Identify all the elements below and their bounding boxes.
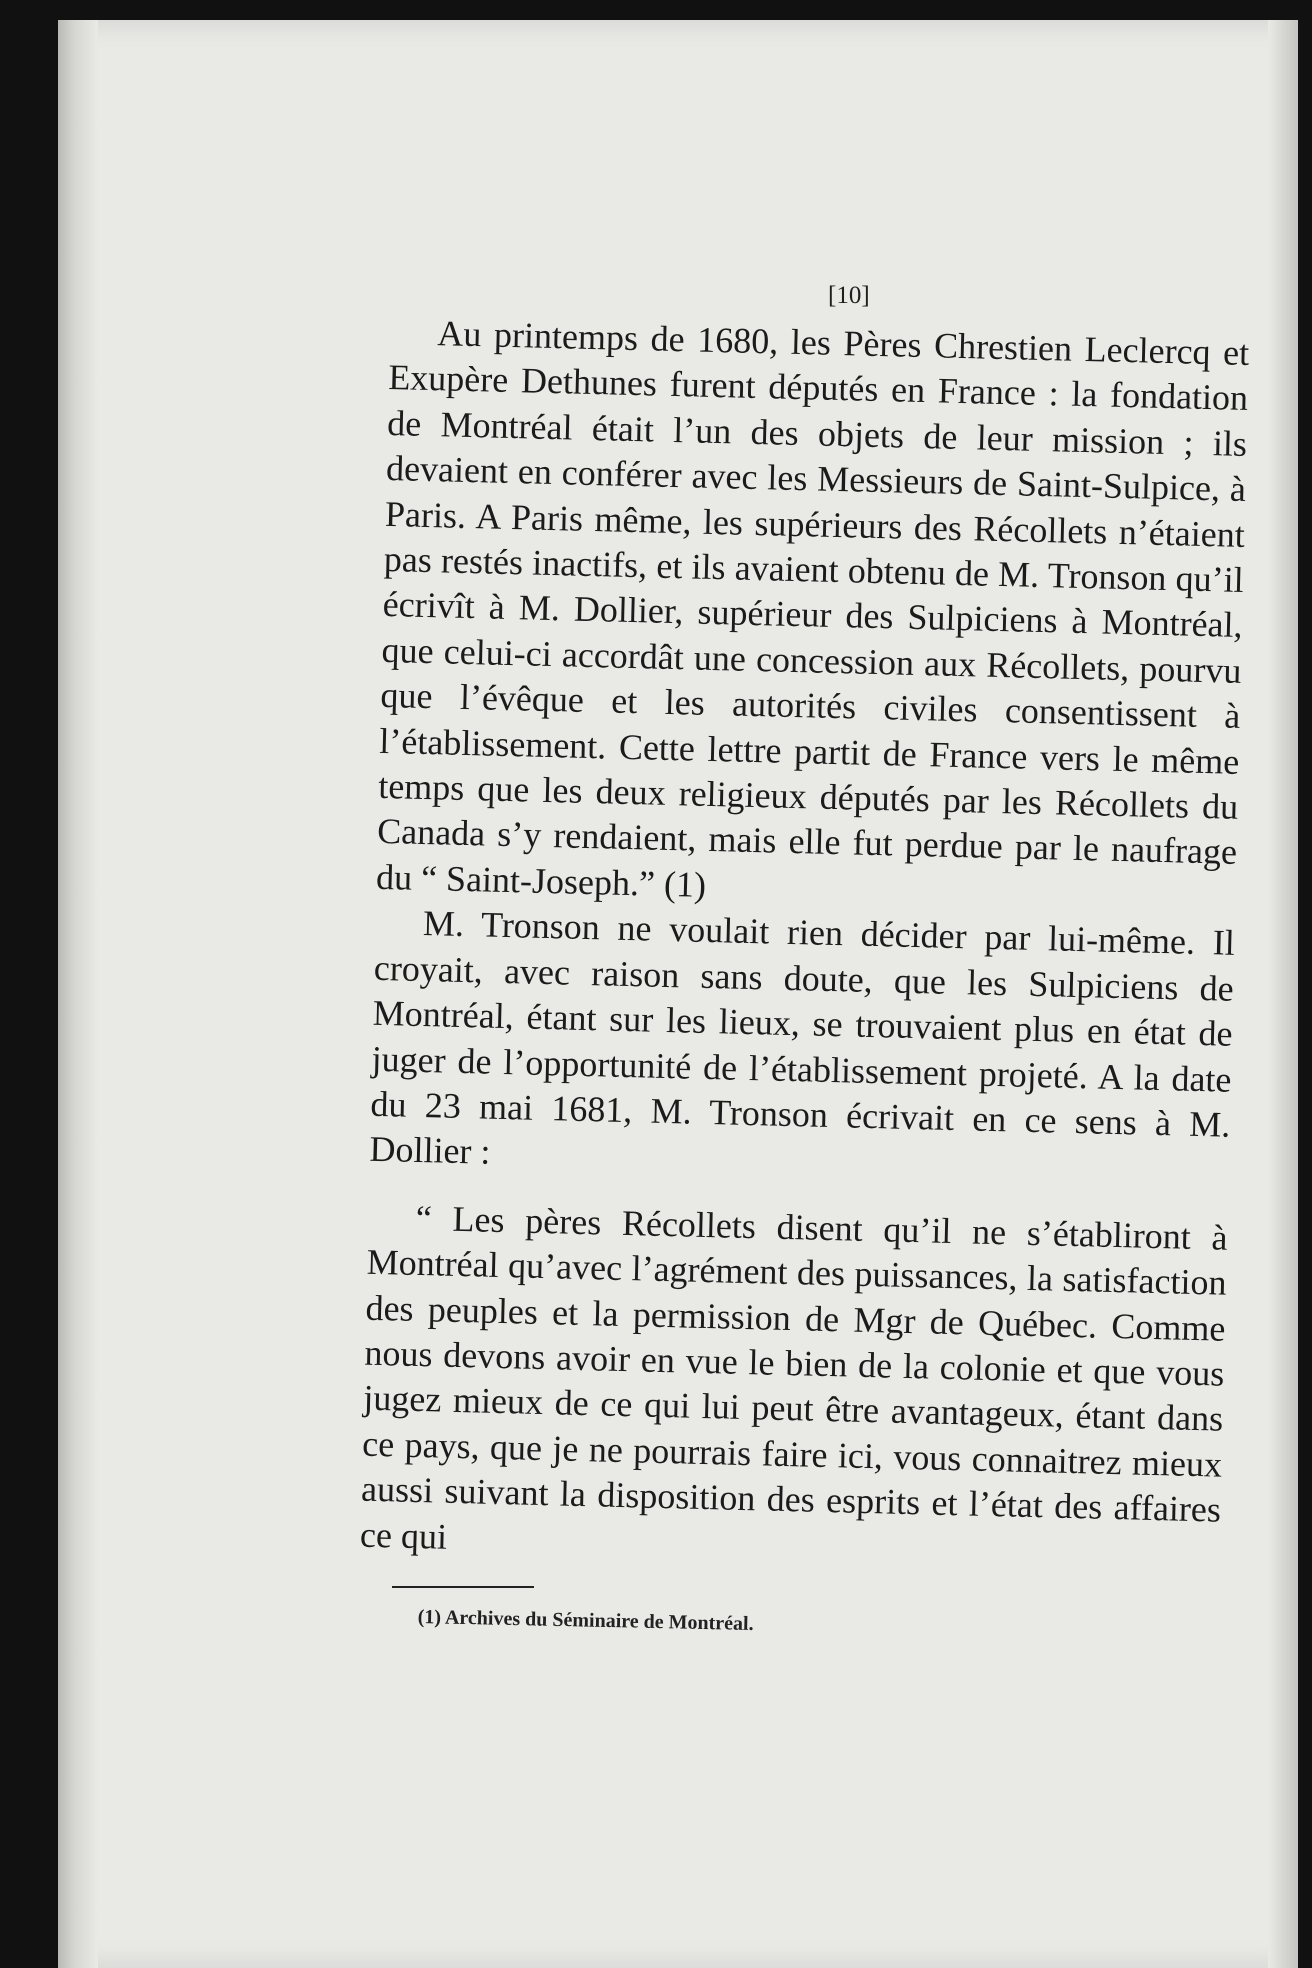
body-text xyxy=(360,310,1250,1579)
page-binding-edge xyxy=(58,20,98,1968)
paragraph-2: M. Tronson ne voulait rien décider par lui-même. Il croyait, avec raison sans doute, que les Sulpiciens de Montréal, étant sur les lieux, se trouvaient plus en état de juger de l’opportunité de l’établissement projeté. A la date du 23 mai 1681, M. Tronson écrivait en ce sens à M. Dollier : xyxy=(369,903,1236,1173)
footnote-rule xyxy=(392,1586,534,1588)
page-number: [10] xyxy=(828,282,870,309)
footnote: (1) Archives du Séminaire de Montréal. xyxy=(417,1606,754,1636)
paragraph-1: Au printemps de 1680, les Pères Chrestien Leclercq et Exupère Dethunes furent députés en France : la fondation de Montréal était l’un des objets de leur mission ; ils devaient en conférer avec les Messieurs de Saint-Sulpice, à Paris. A Paris même, les supérieurs des Récollets n’étaient pas restés inactifs, et ils avaient obtenu de M. Tronson qu’il écrivît à M. Dollier, supérieur des Sulpiciens à Montréal, que celui-ci accordât une concession aux Récollets, pourvu que l’évêque et les autorités civiles consentissent à l’établissement. Cette lettre partit de France vers le même temps que les deux religieux députés par les Récollets du Canada s’y rendaient, mais elle fut perdue par le naufrage du “ Saint-Joseph.” (1) xyxy=(375,313,1250,905)
paragraph-quote: “ Les pères Récollets disent qu’il ne s’établiront à Montréal qu’avec l’agrément des puissances, la satisfaction des peuples et la permission de Mgr de Québec. Comme nous devons avoir en vue le bien de la colonie et que vous jugez mieux de ce qui lui peut être avantageux, étant dans ce pays, que je ne pourrais faire ici, vous connaitrez mieux aussi suivant la disposition des esprits et l’état des affaires ce qui xyxy=(359,1197,1229,1557)
page-outer-edge xyxy=(1268,20,1298,1968)
